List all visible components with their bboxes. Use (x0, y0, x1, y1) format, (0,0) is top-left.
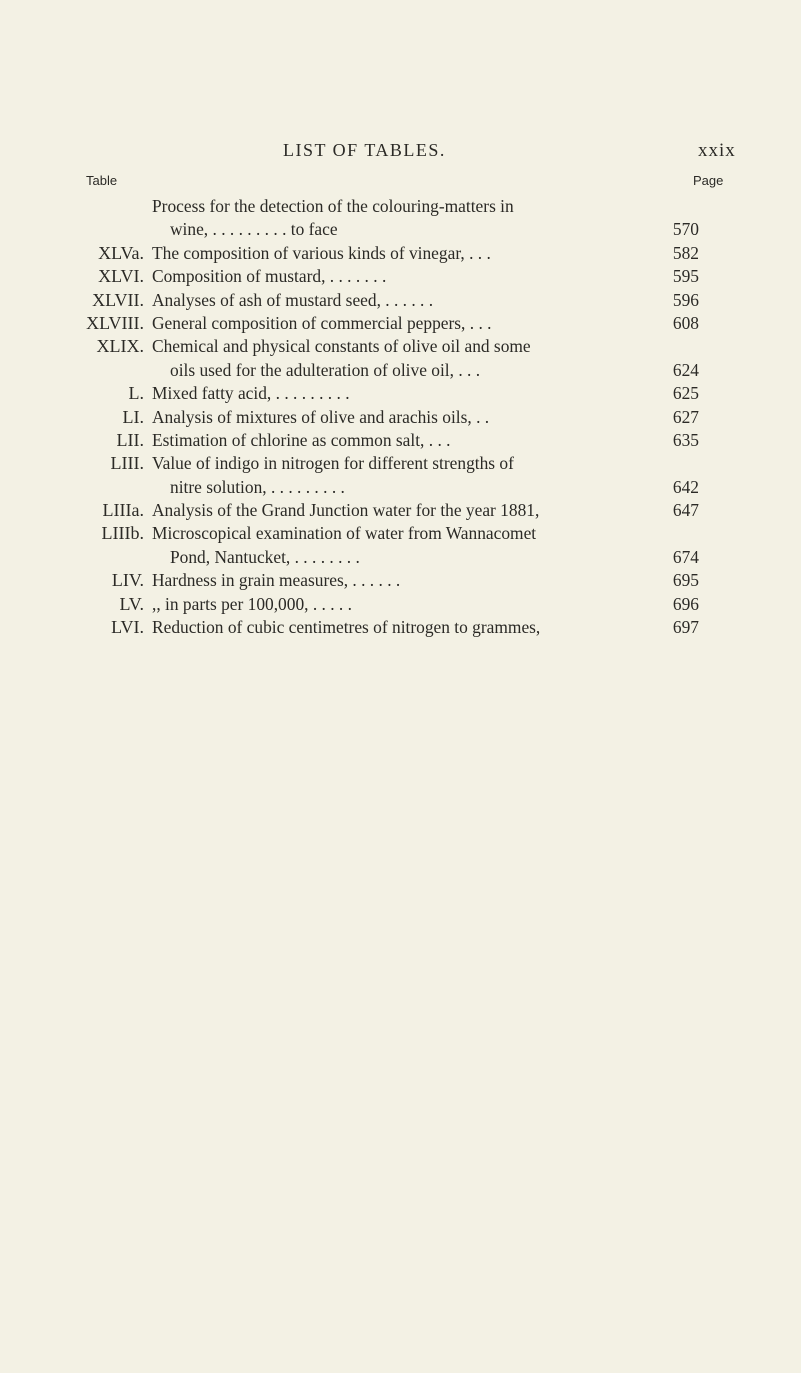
page-reference: 596 (672, 289, 699, 310)
table-number: XLVII. (92, 289, 144, 310)
table-description: Microscopical examination of water from Wannacomet (152, 523, 537, 544)
table-description: Analyses of ash of mustard seed, . . . . . . (152, 289, 434, 310)
page-header (0, 140, 801, 166)
list-item (0, 429, 801, 452)
list-item (0, 335, 801, 358)
page-title: LIST OF TABLES. (283, 140, 446, 160)
list-item (0, 522, 801, 545)
table-number: LVI. (111, 617, 144, 638)
table-description: Estimation of chlorine as common salt, . . . (152, 429, 451, 450)
page-reference: 624 (672, 359, 699, 380)
list-item (0, 195, 801, 218)
list-item (0, 593, 801, 616)
table-description: ,, in parts per 100,000, . . . . . (152, 593, 352, 614)
page-reference: 647 (672, 500, 699, 521)
page-reference: 697 (672, 617, 699, 638)
page-reference: 642 (672, 476, 699, 497)
list-item (0, 476, 801, 499)
table-number: LIIIb. (101, 523, 144, 544)
page-reference: 570 (672, 219, 699, 240)
table-number: XLVa. (98, 242, 144, 263)
table-number: LIII. (110, 453, 144, 474)
table-description: Hardness in grain measures, . . . . . . (152, 570, 401, 591)
page-reference: 635 (672, 429, 699, 450)
column-heading-page: Page (693, 173, 724, 188)
page-reference: 582 (672, 242, 699, 263)
table-description: General composition of commercial peppers, . . . (152, 312, 492, 333)
list-item (0, 569, 801, 592)
list-item (0, 289, 801, 312)
table-description: Analysis of mixtures of olive and arachis oils, . . (152, 406, 490, 427)
table-description: Chemical and physical constants of olive oil and some (152, 336, 531, 357)
list-item (0, 359, 801, 382)
list-item (0, 406, 801, 429)
page-reference: 695 (672, 570, 699, 591)
list-item (0, 499, 801, 522)
table-description: Mixed fatty acid, . . . . . . . . . (152, 383, 350, 404)
page-reference: 696 (672, 593, 699, 614)
list-item (0, 242, 801, 265)
page-reference: 608 (672, 312, 699, 333)
page-reference: 627 (672, 406, 699, 427)
table-description: The composition of various kinds of vinegar, . . . (152, 242, 491, 263)
page-reference: 625 (672, 383, 699, 404)
table-number: XLIX. (96, 336, 144, 357)
list-item (0, 546, 801, 569)
table-number: LII. (116, 429, 144, 450)
table-number: LI. (122, 406, 144, 427)
list-item (0, 616, 801, 639)
page-reference: 674 (672, 546, 699, 567)
list-item (0, 265, 801, 288)
table-description: oils used for the adulteration of olive oil, . . . (170, 359, 481, 380)
table-description: nitre solution, . . . . . . . . . (170, 476, 345, 497)
table-list (0, 195, 801, 639)
table-number: LV. (119, 593, 144, 614)
table-description: Composition of mustard, . . . . . . . (152, 266, 387, 287)
table-number: LIV. (111, 570, 144, 591)
list-item (0, 312, 801, 335)
table-description: Pond, Nantucket, . . . . . . . . (170, 546, 360, 567)
page-number: xxix (698, 140, 736, 161)
table-description: Process for the detection of the colouring-matters in (152, 196, 514, 216)
column-heading-table: Table (86, 173, 118, 188)
table-number: XLVIII. (86, 312, 144, 333)
table-description: Value of indigo in nitrogen for different strengths of (152, 453, 514, 474)
table-description: Reduction of cubic centimetres of nitrogen to grammes, (152, 617, 541, 638)
table-number: L. (128, 383, 144, 404)
table-number: XLVI. (98, 266, 144, 287)
table-description: Analysis of the Grand Junction water for the year 1881, (152, 500, 540, 521)
table-number: LIIIa. (102, 500, 144, 521)
table-description: wine, . . . . . . . . . to face (170, 219, 338, 240)
page-reference: 595 (672, 266, 699, 287)
list-item (0, 382, 801, 405)
list-item (0, 218, 801, 241)
list-item (0, 452, 801, 475)
